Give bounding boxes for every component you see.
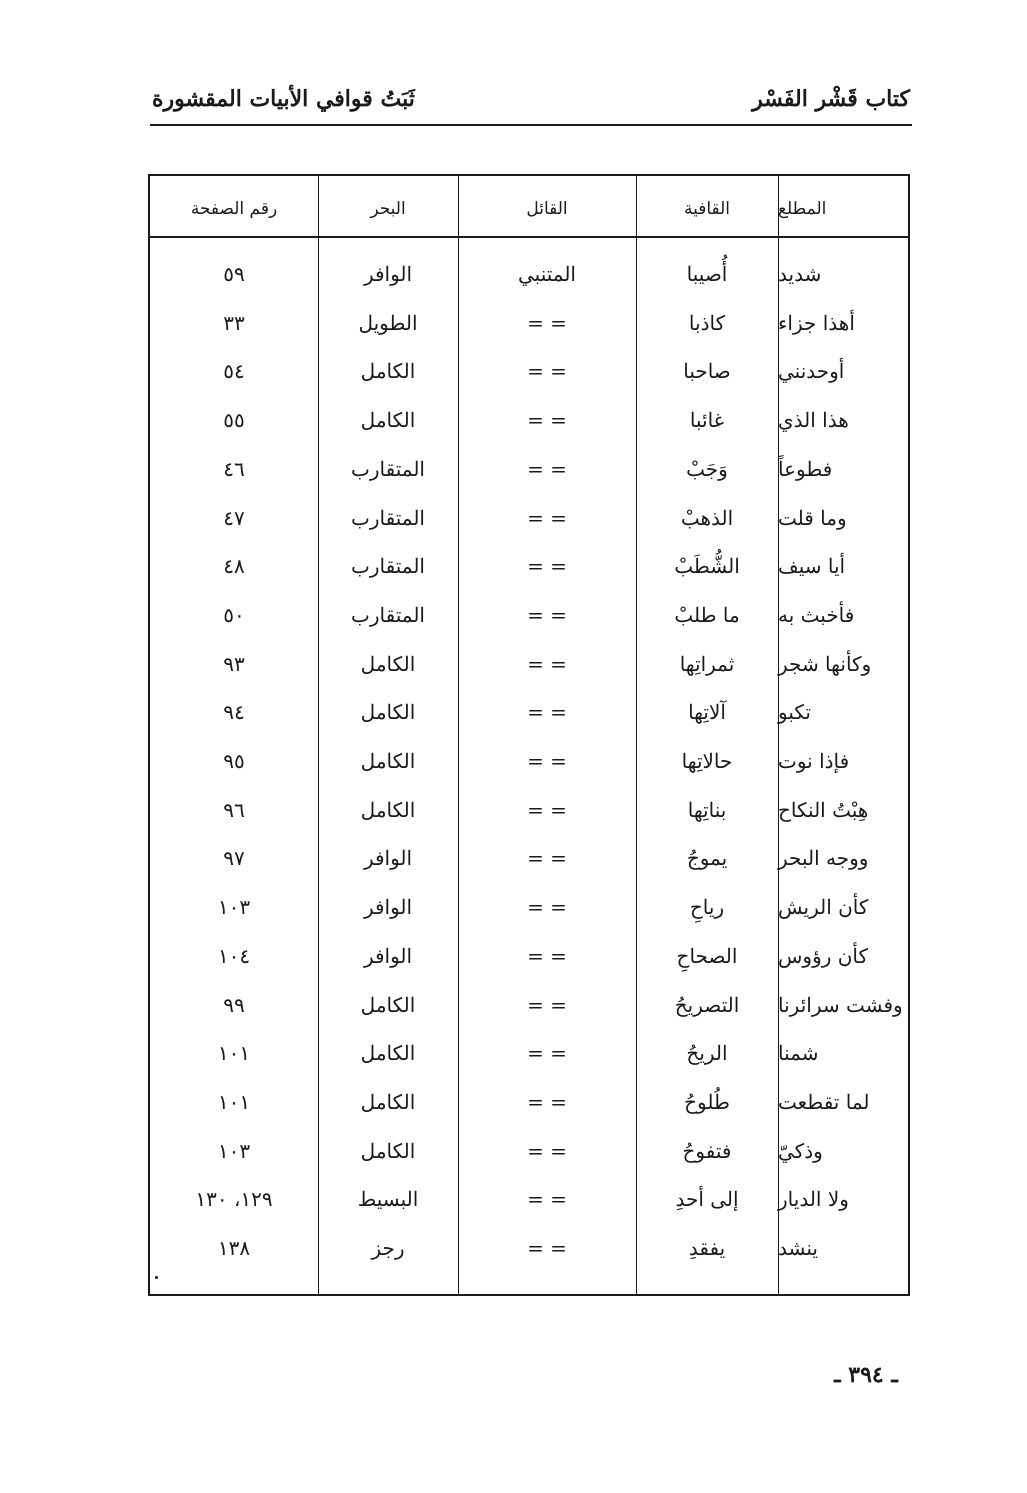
table-row bbox=[150, 1078, 908, 1126]
cell-qail: = = bbox=[527, 554, 567, 579]
cell-qafiya: صاحبا bbox=[683, 359, 731, 384]
header-matla: المطلع bbox=[778, 199, 827, 219]
cell-matla: وفشت سرائرنا bbox=[778, 992, 903, 1017]
cell-page: ٥٠ bbox=[223, 602, 245, 627]
cell-matla: هذا الذي bbox=[778, 408, 849, 433]
cell-page: ١٠١ bbox=[217, 1041, 251, 1066]
table-row bbox=[150, 1175, 908, 1223]
cell-qail: = = bbox=[527, 992, 567, 1017]
cell-bahr: الكامل bbox=[360, 992, 416, 1017]
table-row bbox=[150, 299, 908, 347]
cell-bahr: الوافر bbox=[363, 846, 413, 871]
cell-qafiya: حالاتِها bbox=[681, 749, 733, 773]
cell-qail: = = bbox=[527, 943, 567, 968]
table-row bbox=[150, 1224, 908, 1272]
table-row bbox=[150, 688, 908, 736]
cell-qafiya: كاذبا bbox=[688, 310, 726, 335]
cell-qail: = = bbox=[527, 456, 567, 481]
cell-page: ١٠٣ bbox=[217, 895, 251, 920]
cell-qail: = = bbox=[527, 310, 567, 335]
cell-qafiya: الريحُ bbox=[686, 1041, 728, 1066]
cell-matla: ينشد bbox=[778, 1236, 818, 1260]
cell-bahr: الكامل bbox=[360, 359, 416, 384]
cell-bahr: الوافر bbox=[363, 895, 413, 920]
cell-matla: كأن رؤوس bbox=[778, 943, 869, 968]
table-row bbox=[150, 445, 908, 493]
cell-qafiya: ثمراتِها bbox=[679, 651, 735, 676]
cell-bahr: الكامل bbox=[360, 1089, 416, 1114]
cell-matla: لما تقطعت bbox=[778, 1089, 870, 1114]
cell-qafiya: طُلوحُ bbox=[684, 1089, 730, 1114]
cell-bahr: الوافر bbox=[363, 262, 413, 286]
cell-page: ٩٩ bbox=[223, 992, 245, 1017]
cell-matla: هِبْتُ النكاح bbox=[778, 797, 869, 822]
cell-matla: شديد bbox=[778, 262, 822, 286]
cell-matla: كأن الريش bbox=[778, 895, 869, 920]
table-row bbox=[150, 1029, 908, 1077]
cell-page: ١٣٨ bbox=[217, 1236, 251, 1260]
cell-qafiya: أُصيبا bbox=[686, 262, 728, 286]
cell-page: ٩٥ bbox=[223, 749, 245, 773]
cell-qafiya: فتفوحُ bbox=[682, 1138, 732, 1163]
table-row bbox=[150, 347, 908, 395]
cell-page: ٩٧ bbox=[223, 846, 245, 871]
table-row bbox=[150, 591, 908, 639]
cell-page: ١٢٩، ١٣٠ bbox=[195, 1187, 273, 1212]
cell-qafiya: بناتِها bbox=[687, 797, 727, 822]
cell-page: ١٠٣ bbox=[217, 1138, 251, 1163]
cell-bahr: الطويل bbox=[358, 310, 418, 335]
cell-page: ٩٣ bbox=[223, 651, 245, 676]
cell-bahr: المتقارب bbox=[351, 505, 425, 530]
cell-qafiya: غائبا bbox=[689, 408, 725, 433]
table-row bbox=[150, 981, 908, 1029]
cell-matla: أهذا جزاء bbox=[778, 310, 855, 335]
header-divider bbox=[150, 236, 908, 238]
table-row bbox=[150, 494, 908, 542]
cell-qail: = = bbox=[527, 846, 567, 871]
table-row bbox=[150, 786, 908, 834]
cell-bahr: البسيط bbox=[357, 1187, 419, 1212]
table-row bbox=[150, 834, 908, 882]
cell-qafiya: يفقدِ bbox=[688, 1236, 726, 1260]
cell-page: ٣٣ bbox=[223, 310, 245, 335]
table-row bbox=[150, 1127, 908, 1175]
cell-matla: تكبو bbox=[778, 700, 811, 725]
header-bahr: البحر bbox=[370, 199, 406, 219]
cell-bahr: الكامل bbox=[360, 797, 416, 822]
cell-qail: = = bbox=[527, 651, 567, 676]
cell-qafiya: وَجَبْ bbox=[686, 456, 728, 481]
cell-page: ١٠٤ bbox=[217, 943, 251, 968]
table-row bbox=[150, 883, 908, 931]
cell-matla: فأخبث به bbox=[778, 602, 855, 627]
cell-page: ٩٦ bbox=[223, 797, 245, 822]
table-row bbox=[150, 250, 908, 298]
cell-bahr: رجز bbox=[371, 1236, 405, 1260]
table-row bbox=[150, 542, 908, 590]
page-number: ـ ٣٩٤ ـ bbox=[834, 1362, 898, 1388]
cell-page: ٩٤ bbox=[223, 700, 245, 725]
table-row bbox=[150, 640, 908, 688]
cell-qafiya: آلاتِها bbox=[688, 700, 726, 725]
cell-qail: = = bbox=[527, 1236, 567, 1260]
cell-qail: = = bbox=[527, 359, 567, 384]
cell-bahr: الكامل bbox=[360, 1041, 416, 1066]
rhymes-table bbox=[148, 174, 910, 1296]
cell-matla: ووجه البحر bbox=[778, 846, 869, 871]
cell-qail: المتنبي bbox=[518, 262, 576, 286]
cell-bahr: الكامل bbox=[360, 408, 416, 433]
cell-page: ٤٨ bbox=[223, 554, 245, 579]
cell-page: ٥٩ bbox=[223, 262, 245, 286]
cell-bahr: المتقارب bbox=[351, 554, 425, 579]
running-header bbox=[150, 80, 912, 126]
cell-qail: = = bbox=[527, 749, 567, 773]
cell-qail: = = bbox=[527, 895, 567, 920]
header-qail: القائل bbox=[526, 199, 568, 219]
cell-qafiya: يموجُ bbox=[686, 846, 728, 871]
table-row bbox=[150, 737, 908, 785]
cell-qafiya: الصحاحِ bbox=[676, 943, 738, 968]
cell-matla: أيا سيف bbox=[778, 554, 846, 579]
cell-page: ١٠١ bbox=[217, 1089, 251, 1114]
cell-matla: وما قلت bbox=[778, 505, 847, 530]
cell-matla: وكأنها شجر bbox=[778, 651, 872, 676]
cell-qafiya: التصريحُ bbox=[674, 992, 740, 1017]
cell-qail: = = bbox=[527, 505, 567, 530]
cell-qafiya: ما طلبْ bbox=[674, 602, 740, 627]
cell-bahr: الوافر bbox=[363, 943, 413, 968]
cell-qail: = = bbox=[527, 1187, 567, 1212]
cell-page: ٤٧ bbox=[223, 505, 245, 530]
cell-qail: = = bbox=[527, 1041, 567, 1066]
cell-qafiya: إلى أحدِ bbox=[675, 1187, 739, 1212]
table-row bbox=[150, 932, 908, 980]
cell-qafiya: الذهبْ bbox=[680, 505, 734, 530]
cell-qail: = = bbox=[527, 1089, 567, 1114]
cell-matla: فإذا نوت bbox=[778, 749, 850, 773]
cell-bahr: الكامل bbox=[360, 700, 416, 725]
cell-bahr: المتقارب bbox=[351, 456, 425, 481]
cell-matla: وذكيّ bbox=[778, 1138, 823, 1163]
section-title: ثَبَتُ قوافي الأبيات المقشورة bbox=[152, 86, 415, 112]
header-qafiya: القافية bbox=[683, 199, 731, 219]
table-row bbox=[150, 396, 908, 444]
cell-matla: فطوعاً bbox=[778, 456, 833, 481]
table-header-row bbox=[150, 184, 908, 234]
cell-qail: = = bbox=[527, 700, 567, 725]
stray-mark bbox=[155, 1276, 158, 1279]
cell-qafiya: الشُّطَبْ bbox=[674, 554, 740, 579]
cell-bahr: الكامل bbox=[360, 749, 416, 773]
cell-page: ٥٤ bbox=[223, 359, 245, 384]
cell-qail: = = bbox=[527, 602, 567, 627]
book-title: كتاب قَشْر الفَسْر bbox=[752, 86, 910, 112]
cell-bahr: المتقارب bbox=[351, 602, 425, 627]
cell-bahr: الكامل bbox=[360, 1138, 416, 1163]
cell-matla: شمنا bbox=[778, 1041, 819, 1066]
cell-page: ٥٥ bbox=[223, 408, 245, 433]
cell-bahr: الكامل bbox=[360, 651, 416, 676]
cell-matla: ولا الديار bbox=[778, 1187, 849, 1212]
cell-qail: = = bbox=[527, 797, 567, 822]
cell-matla: أوحدنني bbox=[778, 359, 845, 384]
cell-qafiya: رياحِ bbox=[689, 895, 725, 920]
cell-qail: = = bbox=[527, 408, 567, 433]
cell-page: ٤٦ bbox=[223, 456, 245, 481]
cell-qail: = = bbox=[527, 1138, 567, 1163]
header-page: رقم الصفحة bbox=[190, 199, 278, 219]
